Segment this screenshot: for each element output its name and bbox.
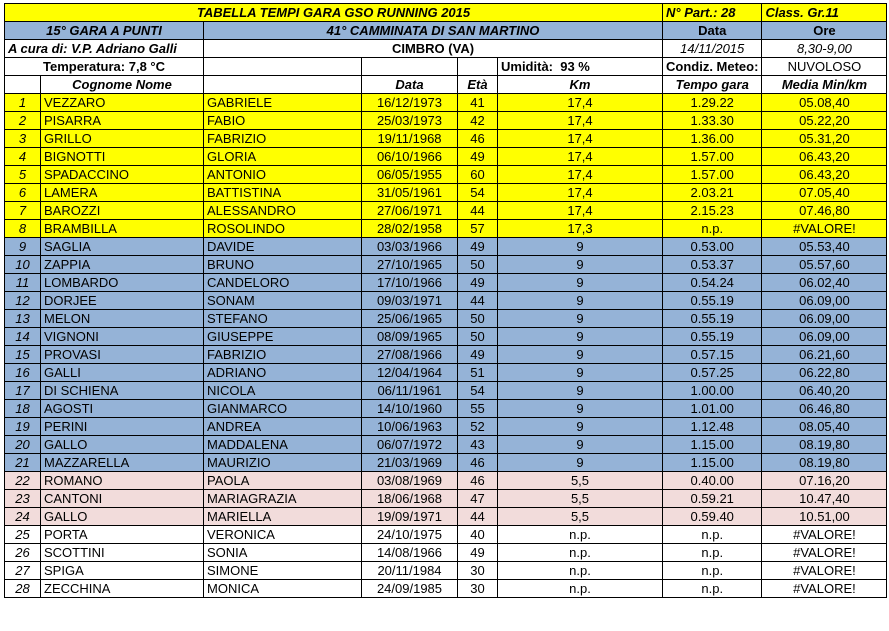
birth-date-cell: 24/10/1975 [362,526,458,544]
column-km: Km [498,76,663,94]
firstname-cell: FABRIZIO [204,346,362,364]
empty-cell [5,76,41,94]
row-number: 5 [5,166,41,184]
table-row [5,490,887,508]
birth-date-cell: 25/03/1973 [362,112,458,130]
row-number: 2 [5,112,41,130]
empty-cell [362,58,458,76]
race-points: 15° GARA A PUNTI [5,22,204,40]
firstname-cell: GIUSEPPE [204,328,362,346]
row-number: 18 [5,400,41,418]
birth-date-cell: 28/02/1958 [362,220,458,238]
surname-cell: SPIGA [41,562,204,580]
table-row [5,436,887,454]
birth-date-cell: 09/03/1971 [362,292,458,310]
surname-cell: PERINI [41,418,204,436]
age-cell: 49 [458,148,498,166]
birth-date-cell: 03/08/1969 [362,472,458,490]
race-time-cell: 1.01.00 [663,400,762,418]
km-cell: 5,5 [498,490,663,508]
age-cell: 46 [458,130,498,148]
table-row [5,112,887,130]
row-number: 15 [5,346,41,364]
age-cell: 40 [458,526,498,544]
surname-cell: PORTA [41,526,204,544]
firstname-cell: MARIAGRAZIA [204,490,362,508]
firstname-cell: PAOLA [204,472,362,490]
km-cell: 9 [498,364,663,382]
race-time-cell: n.p. [663,580,762,598]
age-cell: 49 [458,274,498,292]
birth-date-cell: 19/11/1968 [362,130,458,148]
age-cell: 46 [458,472,498,490]
surname-cell: BIGNOTTI [41,148,204,166]
race-time-cell: 1.00.00 [663,382,762,400]
row-number: 13 [5,310,41,328]
birth-date-cell: 03/03/1966 [362,238,458,256]
table-row [5,292,887,310]
table-row [5,256,887,274]
table-row [5,562,887,580]
row-number: 6 [5,184,41,202]
km-cell: 17,4 [498,202,663,220]
km-cell: 9 [498,328,663,346]
table-row [5,454,887,472]
race-time-cell: 0.54.24 [663,274,762,292]
table-row [5,220,887,238]
km-cell: 5,5 [498,508,663,526]
birth-date-cell: 18/06/1968 [362,490,458,508]
km-cell: 17,4 [498,130,663,148]
age-cell: 57 [458,220,498,238]
pace-cell: 06.09,00 [762,292,887,310]
participants-count: N° Part.: 28 [663,4,762,22]
pace-cell: #VALORE! [762,562,887,580]
age-cell: 55 [458,400,498,418]
pace-cell: #VALORE! [762,220,887,238]
surname-cell: DORJEE [41,292,204,310]
firstname-cell: BRUNO [204,256,362,274]
pace-cell: 06.40,20 [762,382,887,400]
surname-cell: DI SCHIENA [41,382,204,400]
race-time: 8,30-9,00 [762,40,887,58]
row-number: 26 [5,544,41,562]
age-cell: 50 [458,310,498,328]
pace-cell: 06.43,20 [762,148,887,166]
age-cell: 44 [458,292,498,310]
pace-cell: 06.02,40 [762,274,887,292]
table-row [5,364,887,382]
humidity-cell [498,58,663,76]
table-row [5,166,887,184]
km-cell: 9 [498,292,663,310]
age-cell: 51 [458,364,498,382]
row-number: 23 [5,490,41,508]
race-place: CIMBRO (VA) [204,40,663,58]
firstname-cell: ALESSANDRO [204,202,362,220]
firstname-cell: DAVIDE [204,238,362,256]
pace-cell: 07.46,80 [762,202,887,220]
surname-cell: GRILLO [41,130,204,148]
column-header-row [5,76,887,94]
race-time-cell: n.p. [663,526,762,544]
birth-date-cell: 24/09/1985 [362,580,458,598]
race-date: 14/11/2015 [663,40,762,58]
age-cell: 30 [458,580,498,598]
km-cell: n.p. [498,544,663,562]
age-cell: 54 [458,184,498,202]
row-number: 27 [5,562,41,580]
row-number: 9 [5,238,41,256]
race-time-cell: n.p. [663,220,762,238]
firstname-cell: ANDREA [204,418,362,436]
race-name: 41° CAMMINATA DI SAN MARTINO [204,22,663,40]
surname-cell: GALLO [41,508,204,526]
km-cell: 17,4 [498,166,663,184]
age-cell: 44 [458,508,498,526]
birth-date-cell: 21/03/1969 [362,454,458,472]
table-row [5,346,887,364]
firstname-cell: MAURIZIO [204,454,362,472]
age-cell: 52 [458,418,498,436]
column-name: Cognome Nome [41,76,204,94]
pace-cell: 07.05,40 [762,184,887,202]
table-row [5,130,887,148]
age-cell: 49 [458,544,498,562]
race-time-cell: 2.03.21 [663,184,762,202]
class-label: Class. Gr.11 [762,4,887,22]
table-row [5,382,887,400]
firstname-cell: GLORIA [204,148,362,166]
race-time-cell: 0.53.00 [663,238,762,256]
race-time-cell: 1.15.00 [663,454,762,472]
weather-value: NUVOLOSO [762,58,887,76]
km-cell: 5,5 [498,472,663,490]
row-number: 10 [5,256,41,274]
age-cell: 30 [458,562,498,580]
km-cell: 9 [498,274,663,292]
pace-cell: #VALORE! [762,544,887,562]
birth-date-cell: 27/10/1965 [362,256,458,274]
row-number: 3 [5,130,41,148]
age-cell: 49 [458,346,498,364]
race-time-cell: 0.59.21 [663,490,762,508]
empty-cell [458,58,498,76]
humidity-value: 93 % [560,59,590,74]
age-cell: 46 [458,454,498,472]
firstname-cell: CANDELORO [204,274,362,292]
surname-cell: PISARRA [41,112,204,130]
pace-cell: 07.16,20 [762,472,887,490]
firstname-cell: VERONICA [204,526,362,544]
pace-cell: 10.51,00 [762,508,887,526]
pace-cell: #VALORE! [762,526,887,544]
birth-date-cell: 14/08/1966 [362,544,458,562]
birth-date-cell: 12/04/1964 [362,364,458,382]
km-cell: 17,4 [498,112,663,130]
firstname-cell: FABRIZIO [204,130,362,148]
race-time-cell: n.p. [663,562,762,580]
km-cell: 9 [498,454,663,472]
surname-cell: SAGLIA [41,238,204,256]
birth-date-cell: 06/05/1955 [362,166,458,184]
km-cell: 9 [498,418,663,436]
column-date: Data [362,76,458,94]
table-row [5,274,887,292]
pace-cell: 08.05,40 [762,418,887,436]
firstname-cell: MONICA [204,580,362,598]
firstname-cell: MADDALENA [204,436,362,454]
surname-cell: SCOTTINI [41,544,204,562]
row-number: 20 [5,436,41,454]
row-number: 14 [5,328,41,346]
surname-cell: VEZZARO [41,94,204,112]
pace-cell: 06.22,80 [762,364,887,382]
race-time-cell: 1.57.00 [663,148,762,166]
row-number: 24 [5,508,41,526]
birth-date-cell: 25/06/1965 [362,310,458,328]
surname-cell: VIGNONI [41,328,204,346]
surname-cell: BAROZZI [41,202,204,220]
row-number: 11 [5,274,41,292]
pace-cell: 06.43,20 [762,166,887,184]
race-time-cell: 1.15.00 [663,436,762,454]
pace-cell: 06.09,00 [762,328,887,346]
table-row [5,94,887,112]
pace-cell: 08.19,80 [762,436,887,454]
surname-cell: CANTONI [41,490,204,508]
race-time-cell: 1.29.22 [663,94,762,112]
humidity-label: Umidità: [501,59,553,74]
firstname-cell: NICOLA [204,382,362,400]
km-cell: 17,4 [498,94,663,112]
firstname-cell: ADRIANO [204,364,362,382]
age-cell: 49 [458,238,498,256]
age-cell: 60 [458,166,498,184]
pace-cell: 05.57,60 [762,256,887,274]
surname-cell: AGOSTI [41,400,204,418]
surname-cell: PROVASI [41,346,204,364]
time-header: Ore [762,22,887,40]
km-cell: 9 [498,400,663,418]
weather-label: Condiz. Meteo: [663,58,762,76]
column-age: Età [458,76,498,94]
info-row [5,40,887,58]
surname-cell: BRAMBILLA [41,220,204,238]
pace-cell: 05.08,40 [762,94,887,112]
pace-cell: 05.22,20 [762,112,887,130]
race-time-cell: 0.55.19 [663,328,762,346]
surname-cell: SPADACCINO [41,166,204,184]
firstname-cell: SONAM [204,292,362,310]
race-time-cell: 0.40.00 [663,472,762,490]
row-number: 21 [5,454,41,472]
race-time-cell: 1.12.48 [663,418,762,436]
table-row [5,544,887,562]
pace-cell: 06.09,00 [762,310,887,328]
race-time-cell: 2.15.23 [663,202,762,220]
firstname-cell: ANTONIO [204,166,362,184]
km-cell: 17,4 [498,148,663,166]
race-time-cell: 0.59.40 [663,508,762,526]
race-time-cell: n.p. [663,544,762,562]
km-cell: 17,3 [498,220,663,238]
row-number: 16 [5,364,41,382]
birth-date-cell: 20/11/1984 [362,562,458,580]
birth-date-cell: 06/07/1972 [362,436,458,454]
row-number: 28 [5,580,41,598]
pace-cell: 06.46,80 [762,400,887,418]
km-cell: 9 [498,310,663,328]
surname-cell: LOMBARDO [41,274,204,292]
race-row [5,22,887,40]
age-cell: 42 [458,112,498,130]
birth-date-cell: 06/10/1966 [362,148,458,166]
birth-date-cell: 16/12/1973 [362,94,458,112]
sheet-title: TABELLA TEMPI GARA GSO RUNNING 2015 [5,4,663,22]
table-row [5,418,887,436]
pace-cell: #VALORE! [762,580,887,598]
firstname-cell: SIMONE [204,562,362,580]
surname-cell: GALLO [41,436,204,454]
age-cell: 43 [458,436,498,454]
km-cell: 9 [498,382,663,400]
table-row [5,184,887,202]
row-number: 12 [5,292,41,310]
birth-date-cell: 19/09/1971 [362,508,458,526]
firstname-cell: BATTISTINA [204,184,362,202]
pace-cell: 10.47,40 [762,490,887,508]
km-cell: n.p. [498,580,663,598]
table-row [5,328,887,346]
surname-cell: MELON [41,310,204,328]
age-cell: 41 [458,94,498,112]
birth-date-cell: 31/05/1961 [362,184,458,202]
column-time: Tempo gara [663,76,762,94]
empty-cell [204,76,362,94]
surname-cell: MAZZARELLA [41,454,204,472]
pace-cell: 06.21,60 [762,346,887,364]
pace-cell: 05.31,20 [762,130,887,148]
race-time-cell: 0.55.19 [663,292,762,310]
firstname-cell: FABIO [204,112,362,130]
table-row [5,238,887,256]
surname-cell: ZECCHINA [41,580,204,598]
firstname-cell: ROSOLINDO [204,220,362,238]
age-cell: 44 [458,202,498,220]
table-row [5,148,887,166]
km-cell: n.p. [498,526,663,544]
age-cell: 50 [458,328,498,346]
firstname-cell: MARIELLA [204,508,362,526]
row-number: 8 [5,220,41,238]
km-cell: 9 [498,436,663,454]
table-row [5,580,887,598]
km-cell: 9 [498,238,663,256]
table-row [5,202,887,220]
race-time-cell: 0.53.37 [663,256,762,274]
date-header: Data [663,22,762,40]
km-cell: 17,4 [498,184,663,202]
row-number: 17 [5,382,41,400]
row-number: 22 [5,472,41,490]
firstname-cell: GIANMARCO [204,400,362,418]
birth-date-cell: 10/06/1963 [362,418,458,436]
age-cell: 50 [458,256,498,274]
race-time-cell: 1.33.30 [663,112,762,130]
temperature-label: Temperatura: 7,8 °C [5,58,204,76]
table-row [5,472,887,490]
table-row [5,310,887,328]
weather-row [5,58,887,76]
surname-cell: ROMANO [41,472,204,490]
table-row [5,508,887,526]
curator-label: A cura di: V.P. Adriano Galli [5,40,204,58]
empty-cell [204,58,362,76]
surname-cell: GALLI [41,364,204,382]
age-cell: 47 [458,490,498,508]
surname-cell: LAMERA [41,184,204,202]
firstname-cell: GABRIELE [204,94,362,112]
birth-date-cell: 14/10/1960 [362,400,458,418]
birth-date-cell: 27/08/1966 [362,346,458,364]
table-row [5,400,887,418]
birth-date-cell: 27/06/1971 [362,202,458,220]
row-number: 1 [5,94,41,112]
km-cell: n.p. [498,562,663,580]
km-cell: 9 [498,346,663,364]
race-time-cell: 0.57.25 [663,364,762,382]
column-pace: Media Min/km [762,76,887,94]
race-time-cell: 0.55.19 [663,310,762,328]
race-time-cell: 0.57.15 [663,346,762,364]
pace-cell: 08.19,80 [762,454,887,472]
table-row [5,526,887,544]
row-number: 25 [5,526,41,544]
title-row [5,4,887,22]
race-results-sheet [4,3,887,598]
row-number: 7 [5,202,41,220]
pace-cell: 05.53,40 [762,238,887,256]
surname-cell: ZAPPIA [41,256,204,274]
firstname-cell: STEFANO [204,310,362,328]
row-number: 19 [5,418,41,436]
birth-date-cell: 17/10/1966 [362,274,458,292]
race-time-cell: 1.36.00 [663,130,762,148]
age-cell: 54 [458,382,498,400]
firstname-cell: SONIA [204,544,362,562]
km-cell: 9 [498,256,663,274]
birth-date-cell: 08/09/1965 [362,328,458,346]
race-time-cell: 1.57.00 [663,166,762,184]
row-number: 4 [5,148,41,166]
birth-date-cell: 06/11/1961 [362,382,458,400]
